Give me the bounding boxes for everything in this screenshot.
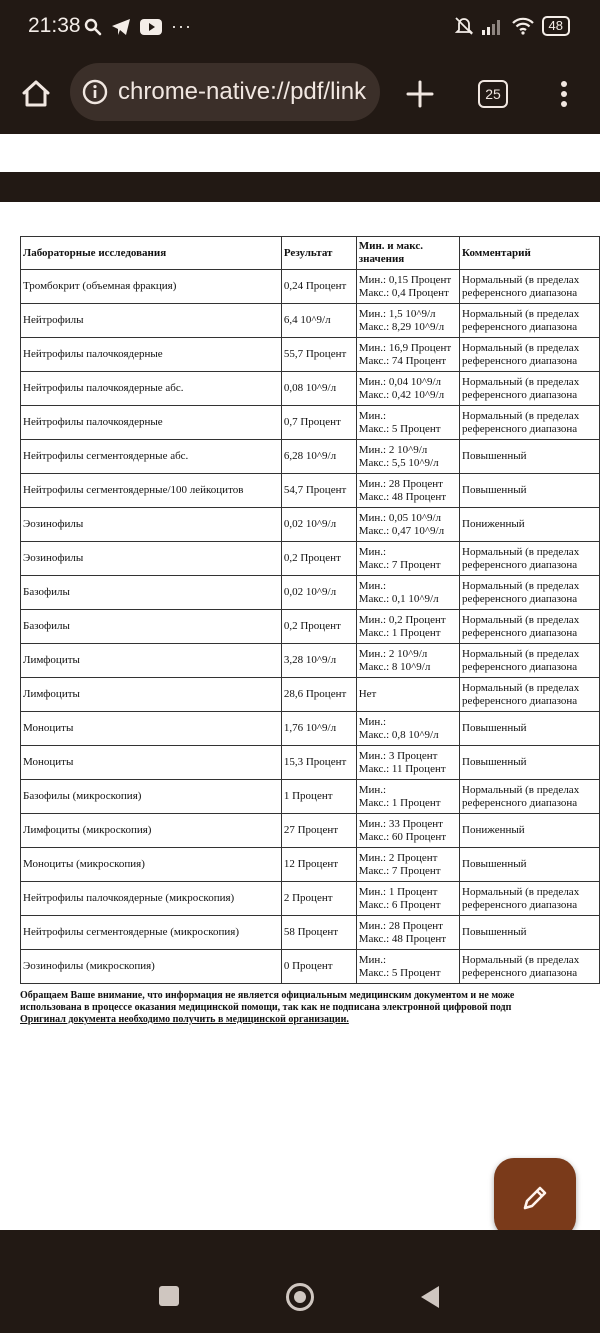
comment-line: Нормальный (в пределах xyxy=(462,273,580,286)
comment-line: референсного диапазона xyxy=(462,286,578,299)
comment-line: референсного диапазона xyxy=(462,796,578,809)
back-nav-button[interactable] xyxy=(421,1286,439,1308)
system-nav-bar xyxy=(0,1230,600,1333)
comment-line: Нормальный (в пределах xyxy=(462,681,580,694)
comment-line: Нормальный (в пределах xyxy=(462,307,580,320)
range-max: Макс.: 48 Процент xyxy=(358,490,447,503)
comment-line: Нормальный (в пределах xyxy=(462,375,580,388)
test-result: 55,7 Процент xyxy=(281,338,356,372)
test-name: Моноциты (микроскопия) xyxy=(21,848,282,882)
table-row xyxy=(21,338,600,372)
test-range xyxy=(356,508,459,542)
header-result: Результат xyxy=(281,237,356,270)
test-result: 6,28 10^9/л xyxy=(281,440,356,474)
pdf-page-separator xyxy=(0,172,600,202)
table-row xyxy=(21,474,600,508)
range-min: Мин.: 3 Процент xyxy=(358,749,438,762)
mute-bell-icon xyxy=(454,16,474,36)
table-row xyxy=(21,304,600,338)
test-range xyxy=(356,882,459,916)
test-range xyxy=(356,440,459,474)
range-min: Мин.: 2 Процент xyxy=(358,851,438,864)
status-right-icons xyxy=(454,16,570,36)
range-min: Мин.: 28 Процент xyxy=(358,477,443,490)
test-result: 2 Процент xyxy=(281,882,356,916)
comment-line: Нормальный (в пределах xyxy=(462,579,580,592)
range-max: Макс.: 0,42 10^9/л xyxy=(358,388,445,401)
test-comment xyxy=(460,746,600,780)
range-max: Макс.: 11 Процент xyxy=(358,762,446,775)
test-comment xyxy=(460,916,600,950)
test-result: 28,6 Процент xyxy=(281,678,356,712)
table-row xyxy=(21,610,600,644)
test-name: Нейтрофилы палочкоядерные абс. xyxy=(21,372,282,406)
more-notifications-icon: ··· xyxy=(171,16,192,36)
range-min: Мин.: 0,05 10^9/л xyxy=(358,511,442,524)
test-name: Нейтрофилы палочкоядерные (микроскопия) xyxy=(21,882,282,916)
test-comment xyxy=(460,508,600,542)
range-max: Макс.: 0,47 10^9/л xyxy=(358,524,445,537)
test-result: 0,7 Процент xyxy=(281,406,356,440)
comment-line: Повышенный xyxy=(462,722,527,734)
status-time: 21:38 xyxy=(28,14,81,37)
test-comment xyxy=(460,338,600,372)
test-result: 0,08 10^9/л xyxy=(281,372,356,406)
disclaimer-line: использована в процессе оказания медицинской помощи, так как не подписана электронной цифровой подп xyxy=(20,1002,512,1013)
test-result: 3,28 10^9/л xyxy=(281,644,356,678)
test-comment xyxy=(460,406,600,440)
range-min: Мин.: xyxy=(358,579,387,592)
test-name: Нейтрофилы сегментоядерные абс. xyxy=(21,440,282,474)
comment-line: референсного диапазона xyxy=(462,966,578,979)
range-max: Макс.: 0,4 Процент xyxy=(358,286,449,299)
test-name: Тромбокрит (объемная фракция) xyxy=(21,270,282,304)
comment-line: референсного диапазона xyxy=(462,626,578,639)
range-max: Макс.: 5 Процент xyxy=(358,966,441,979)
comment-line: референсного диапазона xyxy=(462,898,578,911)
search-icon xyxy=(84,18,102,36)
test-name: Эозинофилы xyxy=(21,508,282,542)
test-range xyxy=(356,372,459,406)
test-result: 0,2 Процент xyxy=(281,610,356,644)
test-name: Нейтрофилы сегментоядерные (микроскопия) xyxy=(21,916,282,950)
range-min: Мин.: 16,9 Процент xyxy=(358,341,452,354)
test-comment xyxy=(460,440,600,474)
header-range xyxy=(356,237,459,270)
range-max: Макс.: 8,29 10^9/л xyxy=(358,320,445,333)
header-comment: Комментарий xyxy=(460,237,600,270)
range-min: Мин.: xyxy=(358,953,387,966)
comment-line: референсного диапазона xyxy=(462,422,578,435)
telegram-icon xyxy=(111,18,131,36)
table-row xyxy=(21,644,600,678)
comment-line: Пониженный xyxy=(462,824,525,836)
comment-line: референсного диапазона xyxy=(462,592,578,605)
comment-line: референсного диапазона xyxy=(462,558,578,571)
youtube-icon xyxy=(140,19,162,35)
range-max: Макс.: 60 Процент xyxy=(358,830,447,843)
comment-line: референсного диапазона xyxy=(462,354,578,367)
url-text[interactable]: chrome-native://pdf/link xyxy=(118,78,367,105)
range-max: Макс.: 0,8 10^9/л xyxy=(358,728,439,741)
range-max: Макс.: 7 Процент xyxy=(358,864,441,877)
range-min: Мин.: 1 Процент xyxy=(358,885,438,898)
test-name: Нейтрофилы сегментоядерные/100 лейкоцитов xyxy=(21,474,282,508)
test-comment xyxy=(460,848,600,882)
test-range xyxy=(356,848,459,882)
test-comment xyxy=(460,780,600,814)
comment-line: Нормальный (в пределах xyxy=(462,409,580,422)
test-range xyxy=(356,542,459,576)
lab-results-table xyxy=(20,236,600,984)
test-result: 15,3 Процент xyxy=(281,746,356,780)
table-row xyxy=(21,814,600,848)
range-min: Мин.: 0,04 10^9/л xyxy=(358,375,442,388)
table-row xyxy=(21,372,600,406)
test-comment xyxy=(460,950,600,984)
comment-line: Нормальный (в пределах xyxy=(462,783,580,796)
table-row xyxy=(21,406,600,440)
test-name: Моноциты xyxy=(21,712,282,746)
test-name: Нейтрофилы палочкоядерные xyxy=(21,406,282,440)
recent-apps-button[interactable] xyxy=(159,1286,179,1306)
table-row xyxy=(21,712,600,746)
range-min: Мин.: 1,5 10^9/л xyxy=(358,307,436,320)
table-row xyxy=(21,780,600,814)
test-range xyxy=(356,780,459,814)
table-row xyxy=(21,270,600,304)
test-result: 6,4 10^9/л xyxy=(281,304,356,338)
signal-icon xyxy=(482,17,504,35)
range-min: Нет xyxy=(358,688,377,700)
comment-line: референсного диапазона xyxy=(462,388,578,401)
comment-line: Повышенный xyxy=(462,484,527,496)
test-result: 1 Процент xyxy=(281,780,356,814)
browser-toolbar xyxy=(0,56,600,134)
comment-line: Повышенный xyxy=(462,858,527,870)
table-row xyxy=(21,882,600,916)
test-comment xyxy=(460,644,600,678)
comment-line: Нормальный (в пределах xyxy=(462,545,580,558)
range-min: Мин.: 2 10^9/л xyxy=(358,443,428,456)
table-row xyxy=(21,440,600,474)
test-name: Нейтрофилы xyxy=(21,304,282,338)
comment-line: Нормальный (в пределах xyxy=(462,341,580,354)
range-max: Макс.: 0,1 10^9/л xyxy=(358,592,439,605)
test-range xyxy=(356,270,459,304)
table-row xyxy=(21,508,600,542)
test-range xyxy=(356,576,459,610)
range-max: Макс.: 48 Процент xyxy=(358,932,447,945)
range-min: Мин.: 2 10^9/л xyxy=(358,647,428,660)
range-min: Мин.: 0,2 Процент xyxy=(358,613,446,626)
test-name: Базофилы (микроскопия) xyxy=(21,780,282,814)
table-row xyxy=(21,746,600,780)
home-icon[interactable] xyxy=(16,74,56,114)
range-min: Мин.: 33 Процент xyxy=(358,817,443,830)
comment-line: Нормальный (в пределах xyxy=(462,885,580,898)
test-result: 0 Процент xyxy=(281,950,356,984)
overflow-menu-icon[interactable] xyxy=(552,76,576,112)
pencil-icon xyxy=(519,1182,551,1214)
range-max: Макс.: 8 10^9/л xyxy=(358,660,431,673)
test-range xyxy=(356,712,459,746)
range-min: Мин.: xyxy=(358,783,387,796)
comment-line: Повышенный xyxy=(462,926,527,938)
header-range-label: Мин. и макс. значения xyxy=(358,240,423,265)
comment-line: Повышенный xyxy=(462,450,527,462)
range-max: Макс.: 6 Процент xyxy=(358,898,441,911)
test-name: Базофилы xyxy=(21,576,282,610)
test-range xyxy=(356,406,459,440)
test-name: Лимфоциты xyxy=(21,678,282,712)
test-comment xyxy=(460,542,600,576)
range-max: Макс.: 1 Процент xyxy=(358,626,441,639)
edit-fab-button[interactable] xyxy=(494,1158,576,1238)
test-result: 58 Процент xyxy=(281,916,356,950)
disclaimer-line: Обращаем Ваше внимание, что информация не является официальным медицинским документом и не може xyxy=(20,990,515,1001)
disclaimer-notice xyxy=(20,990,600,1026)
test-comment xyxy=(460,372,600,406)
test-range xyxy=(356,304,459,338)
test-range xyxy=(356,610,459,644)
range-max: Макс.: 7 Процент xyxy=(358,558,441,571)
test-range xyxy=(356,916,459,950)
address-bar[interactable] xyxy=(70,63,380,121)
test-result: 1,76 10^9/л xyxy=(281,712,356,746)
test-comment xyxy=(460,610,600,644)
status-left-icons xyxy=(84,16,192,37)
header-test: Лабораторные исследования xyxy=(21,237,282,270)
test-name: Моноциты xyxy=(21,746,282,780)
test-result: 27 Процент xyxy=(281,814,356,848)
test-range xyxy=(356,814,459,848)
status-bar xyxy=(0,0,600,56)
battery-indicator: 48 xyxy=(542,16,570,36)
range-min: Мин.: 0,15 Процент xyxy=(358,273,452,286)
test-comment xyxy=(460,882,600,916)
table-row xyxy=(21,542,600,576)
test-comment xyxy=(460,474,600,508)
home-nav-button[interactable] xyxy=(286,1283,314,1311)
comment-line: Нормальный (в пределах xyxy=(462,613,580,626)
test-range xyxy=(356,950,459,984)
range-max: Макс.: 74 Процент xyxy=(358,354,447,367)
test-comment xyxy=(460,270,600,304)
info-icon[interactable] xyxy=(82,79,108,105)
comment-line: референсного диапазона xyxy=(462,660,578,673)
test-range xyxy=(356,338,459,372)
test-result: 54,7 Процент xyxy=(281,474,356,508)
test-name: Эозинофилы xyxy=(21,542,282,576)
test-result: 0,02 10^9/л xyxy=(281,576,356,610)
test-comment xyxy=(460,678,600,712)
test-result: 0,02 10^9/л xyxy=(281,508,356,542)
test-name: Нейтрофилы палочкоядерные xyxy=(21,338,282,372)
comment-line: Нормальный (в пределах xyxy=(462,647,580,660)
test-range xyxy=(356,678,459,712)
test-name: Лимфоциты (микроскопия) xyxy=(21,814,282,848)
comment-line: референсного диапазона xyxy=(462,694,578,707)
test-range xyxy=(356,474,459,508)
comment-line: референсного диапазона xyxy=(462,320,578,333)
test-range xyxy=(356,644,459,678)
test-comment xyxy=(460,304,600,338)
test-result: 0,24 Процент xyxy=(281,270,356,304)
range-min: Мин.: xyxy=(358,545,387,558)
range-min: Мин.: 28 Процент xyxy=(358,919,443,932)
table-row xyxy=(21,576,600,610)
range-max: Макс.: 5,5 10^9/л xyxy=(358,456,439,469)
table-header-row xyxy=(21,237,600,270)
table-row xyxy=(21,950,600,984)
range-max: Макс.: 1 Процент xyxy=(358,796,441,809)
table-row xyxy=(21,916,600,950)
test-comment xyxy=(460,576,600,610)
comment-line: Повышенный xyxy=(462,756,527,768)
test-range xyxy=(356,746,459,780)
test-name: Лимфоциты xyxy=(21,644,282,678)
table-row xyxy=(21,678,600,712)
range-max: Макс.: 5 Процент xyxy=(358,422,441,435)
range-min: Мин.: xyxy=(358,715,387,728)
wifi-icon xyxy=(512,17,534,35)
test-name: Базофилы xyxy=(21,610,282,644)
range-min: Мин.: xyxy=(358,409,387,422)
comment-line: Нормальный (в пределах xyxy=(462,953,580,966)
table-row xyxy=(21,848,600,882)
disclaimer-underlined-line: Оригинал документа необходимо получить в медицинской организации. xyxy=(20,1014,349,1025)
test-result: 12 Процент xyxy=(281,848,356,882)
tab-switcher-button[interactable]: 25 xyxy=(478,80,508,108)
new-tab-icon[interactable] xyxy=(402,76,438,112)
test-name: Эозинофилы (микроскопия) xyxy=(21,950,282,984)
test-comment xyxy=(460,814,600,848)
test-result: 0,2 Процент xyxy=(281,542,356,576)
comment-line: Пониженный xyxy=(462,518,525,530)
test-comment xyxy=(460,712,600,746)
